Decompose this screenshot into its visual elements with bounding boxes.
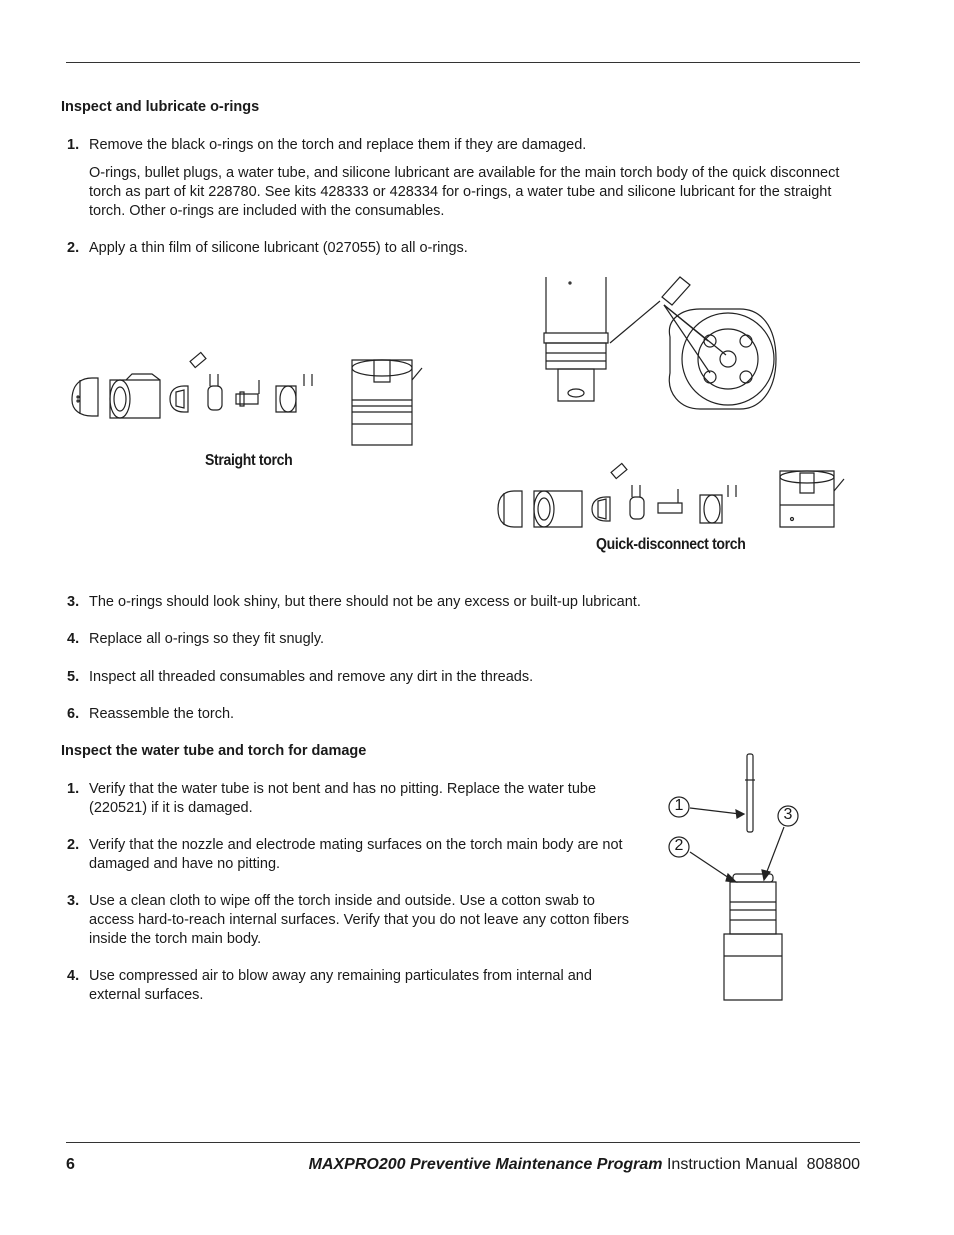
manual-title: MAXPRO200 Preventive Maintenance Program [308,1156,663,1173]
list-item [67,836,642,874]
list-item [67,967,642,1005]
callout-2: 2 [674,837,684,854]
step-number: 5. [67,669,80,685]
step-text: The o-rings should look shiny, but there should not be any excess or built-up lubricant. [89,594,641,610]
step-text: Verify that the water tube is not bent and has no pitting. Replace the water tube (220521) if it is damaged. [89,781,597,816]
list-item [67,705,857,724]
quick-disconnect-lube-figure [540,273,780,413]
footer-rule [66,1142,860,1143]
list-item [67,630,857,649]
footer-title [309,1156,860,1174]
step-number: 4. [67,968,80,984]
manual-number: Instruction Manual 808800 [662,1156,860,1173]
list-item [67,239,857,258]
straight-torch-caption: Straight torch [205,452,293,469]
step-text: Use a clean cloth to wipe off the torch inside and outside. Use a cotton swab to access hard-to-reach internal surfaces. Verify that you do not leave any cotton fibers inside the torch main body. [89,893,630,947]
page-number: 6 [66,1156,75,1173]
step-number: 6. [67,706,80,722]
step-number: 3. [67,594,80,610]
step-number: 1. [67,781,80,797]
step-number: 2. [67,837,80,853]
list-item [67,136,857,155]
list-item [67,593,857,612]
quick-disconnect-parts-figure [494,465,844,530]
step-text: Replace all o-rings so they fit snugly. [89,631,325,647]
step-text: Apply a thin film of silicone lubricant (027055) to all o-rings. [89,240,468,256]
list-item [67,892,642,949]
step-text: Remove the black o-rings on the torch and replace them if they are damaged. [89,137,587,153]
list-item [67,780,642,818]
quick-disconnect-caption: Quick-disconnect torch [596,536,746,553]
section-heading-water-tube: Inspect the water tube and torch for damage [61,743,367,759]
callout-1: 1 [674,797,684,814]
list-item [67,668,857,687]
header-rule [66,62,860,63]
callout-3: 3 [783,806,793,823]
step-text: Inspect all threaded consumables and remove any dirt in the threads. [89,669,534,685]
step-text: Verify that the nozzle and electrode mating surfaces on the torch main body are not damaged and have no pitting. [89,837,623,872]
kit-note: O-rings, bullet plugs, a water tube, and silicone lubricant are available for the main torch body of the quick disconnect torch as part of kit 228780. See kits 428333 or 428334 for o-rings, a water tube and silicone lubricant for the straight torch. Other o-rings are included with the consumables. [89,165,840,219]
step-number: 2. [67,240,80,256]
step-text: Reassemble the torch. [89,706,235,722]
water-tube-figure [660,750,810,1005]
step-number: 1. [67,137,80,153]
straight-torch-figure [66,350,436,450]
step-number: 3. [67,893,80,909]
section-heading-orings: Inspect and lubricate o-rings [61,99,260,115]
step-number: 4. [67,631,80,647]
step-text: Use compressed air to blow away any remaining particulates from internal and external surfaces. [89,968,592,1003]
